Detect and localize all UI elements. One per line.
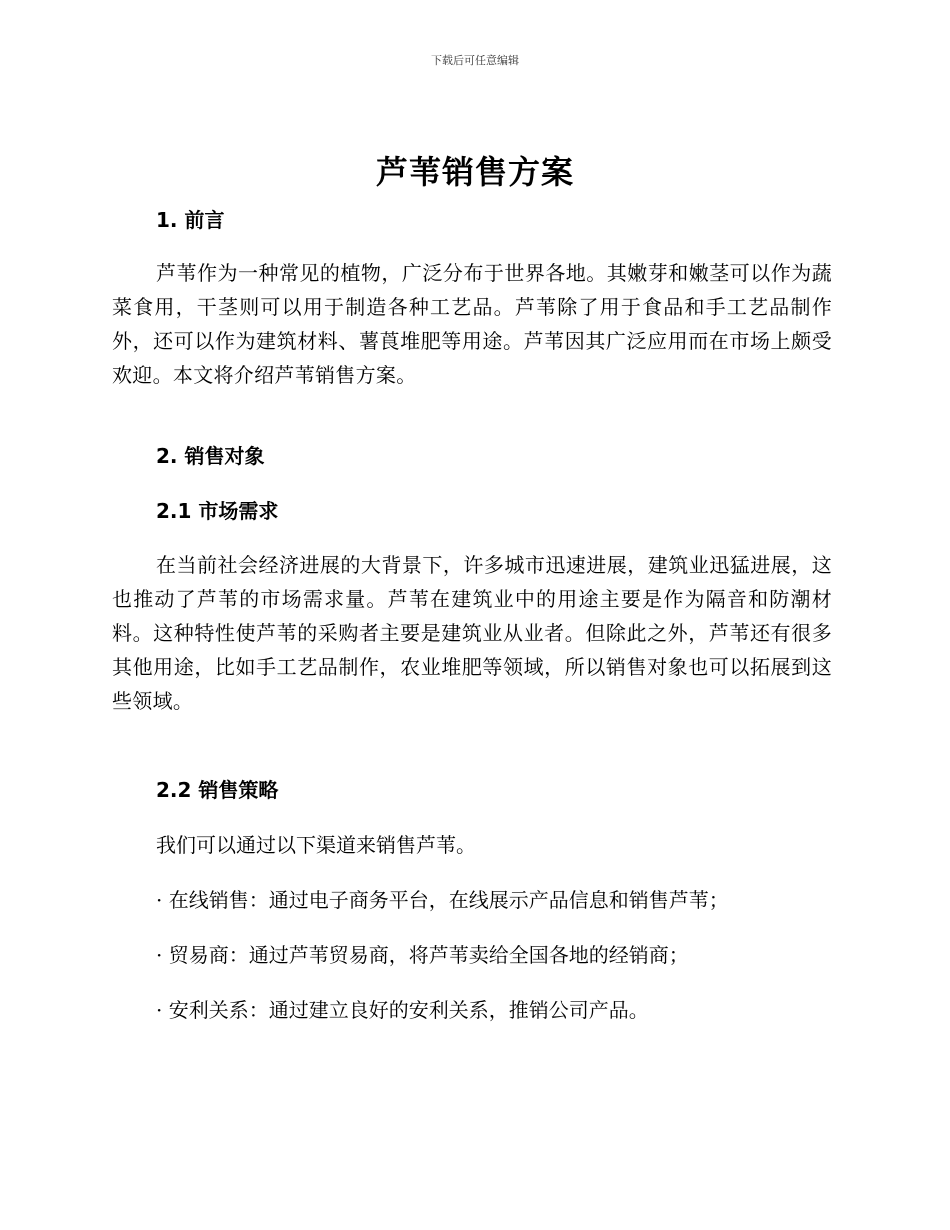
list-item-relationships: · 安利关系：通过建立良好的安利关系，推销公司产品。 bbox=[156, 998, 649, 1022]
paragraph-sales-strategy-intro: 我们可以通过以下渠道来销售芦苇。 bbox=[156, 833, 476, 857]
list-item-traders: · 贸易商：通过芦苇贸易商，将芦苇卖给全国各地的经销商； bbox=[156, 943, 689, 967]
paragraph-market-demand: 在当前社会经济进展的大背景下，许多城市迅速进展，建筑业迅猛进展，这也推动了芦苇的市场需求量。芦苇在建筑业中的用途主要是作为隔音和防潮材料。这种特性使芦苇的采购者主要是建筑业从业者。但除此之外，芦苇还有很多其他用途，比如手工艺品制作，农业堆肥等领域，所以销售对象也可以拓展到这些领域。 bbox=[112, 553, 832, 713]
paragraph-preface: 芦苇作为一种常见的植物，广泛分布于世界各地。其嫩芽和嫩茎可以作为蔬菜食用，干茎则可以用于制造各种工艺品。芦苇除了用于食品和手工艺品制作外，还可以作为建筑材料、薯莨堆肥等用途。芦苇因其广泛应用而在市场上颇受欢迎。本文将介绍芦苇销售方案。 bbox=[112, 261, 832, 387]
subsection-heading-sales-strategy: 2.2 销售策略 bbox=[156, 778, 279, 802]
subsection-heading-market-demand: 2.1 市场需求 bbox=[156, 499, 279, 523]
document-title: 芦苇销售方案 bbox=[375, 153, 574, 191]
list-item-online-sales: · 在线销售：通过电子商务平台，在线展示产品信息和销售芦苇； bbox=[156, 888, 729, 912]
section-heading-sales-target: 2. 销售对象 bbox=[156, 444, 265, 468]
page-header-note: 下载后可任意编辑 bbox=[431, 54, 519, 67]
section-heading-preface: 1. 前言 bbox=[156, 208, 225, 232]
